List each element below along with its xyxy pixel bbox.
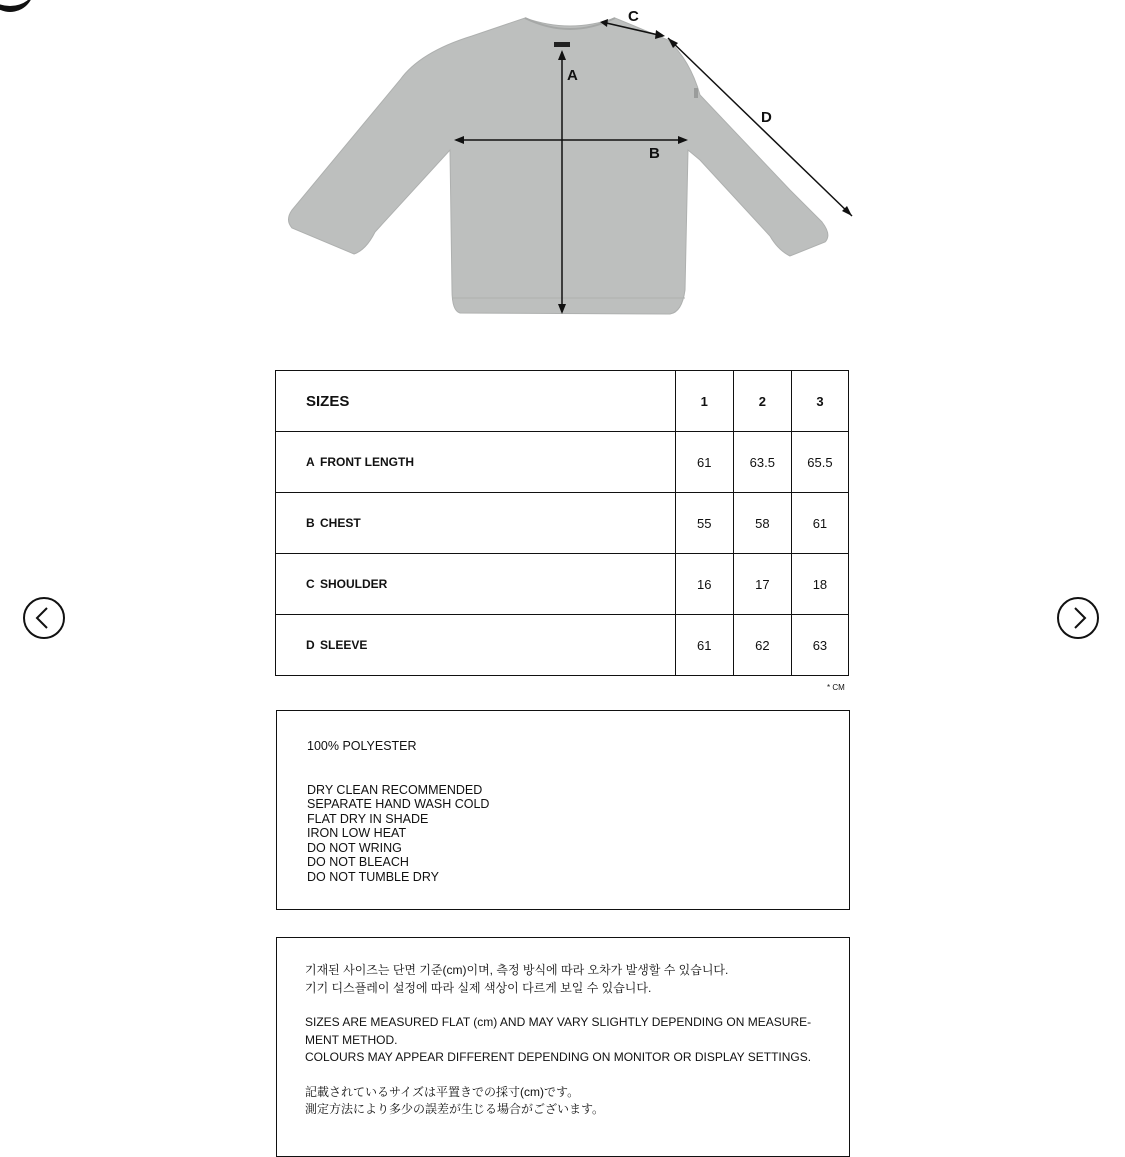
sizes-heading: SIZES: [276, 371, 676, 432]
size-1-heading: 1: [675, 371, 733, 432]
table-cell: 63.5: [733, 432, 791, 493]
row-label-chest: B CHEST: [276, 493, 676, 554]
diagram-label-b: B: [649, 145, 660, 162]
size-notice-box: [276, 937, 850, 1157]
table-row: [276, 615, 849, 676]
diagram-label-c: C: [628, 8, 639, 25]
sweatshirt-illustration: [270, 0, 870, 330]
care-instruction: DO NOT WRING: [307, 840, 402, 855]
table-header-row: [276, 371, 849, 432]
sleeve-logo: [694, 88, 698, 98]
care-instruction: DO NOT TUMBLE DRY: [307, 869, 439, 884]
care-instruction: SEPARATE HAND WASH COLD: [307, 797, 490, 811]
care-instruction: IRON LOW HEAT: [307, 826, 407, 840]
size-2-heading: 2: [733, 371, 791, 432]
row-label-shoulder: C SHOULDER: [276, 554, 676, 615]
chevron-left-icon: [25, 599, 63, 637]
brand-tag: [554, 42, 570, 47]
row-label-front-length: A FRONT LENGTH: [276, 432, 676, 493]
unit-note: * CM: [827, 683, 845, 692]
material-composition: 100% POLYESTER: [307, 739, 417, 753]
next-image-button[interactable]: [1057, 597, 1099, 639]
table-cell: 55: [675, 493, 733, 554]
table-cell: 62: [733, 615, 791, 676]
logo-fragment: [0, 0, 34, 12]
garment-size-diagram: [270, 0, 870, 330]
size-3-heading: 3: [791, 371, 848, 432]
diagram-label-d: D: [761, 109, 772, 126]
care-instruction: DO NOT BLEACH: [307, 855, 409, 869]
chevron-right-icon: [1059, 599, 1097, 637]
size-chart-table: [275, 370, 849, 676]
care-instructions-box: [276, 710, 850, 910]
care-instruction: DRY CLEAN RECOMMENDED: [307, 782, 483, 797]
row-label-sleeve: D SLEEVE: [276, 615, 676, 676]
diagram-label-a: A: [567, 67, 578, 84]
notice-japanese: 記載されているサイズは平置きでの採寸(cm)です。 測定方法により多少の誤差が生じる場合がございます。: [305, 1084, 605, 1116]
table-cell: 61: [675, 432, 733, 493]
care-instruction: FLAT DRY IN SHADE: [307, 811, 429, 826]
notice-korean: 기재된 사이즈는 단면 기준(cm)이며, 측정 방식에 따라 오차가 발생할 수 있습니다. 기기 디스플레이 설정에 따라 실제 색상이 다르게 보일 수 있습니다.: [305, 963, 729, 995]
table-cell: 18: [791, 554, 848, 615]
sweatshirt-shape: [289, 18, 828, 314]
table-cell: 61: [791, 493, 848, 554]
table-cell: 58: [733, 493, 791, 554]
notice-english: SIZES ARE MEASURED FLAT (cm) AND MAY VARY SLIGHTLY DEPENDING ON MEASURE- MENT METHOD. COLOURS MAY APPEAR DIFFERENT DEPENDING ON MONITOR OR DISPLAY SETTINGS.: [305, 1015, 812, 1064]
table-row: [276, 493, 849, 554]
table-cell: 61: [675, 615, 733, 676]
table-row: [276, 554, 849, 615]
table-cell: 65.5: [791, 432, 848, 493]
previous-image-button[interactable]: [23, 597, 65, 639]
table-cell: 63: [791, 615, 848, 676]
table-cell: 17: [733, 554, 791, 615]
table-row: [276, 432, 849, 493]
table-cell: 16: [675, 554, 733, 615]
